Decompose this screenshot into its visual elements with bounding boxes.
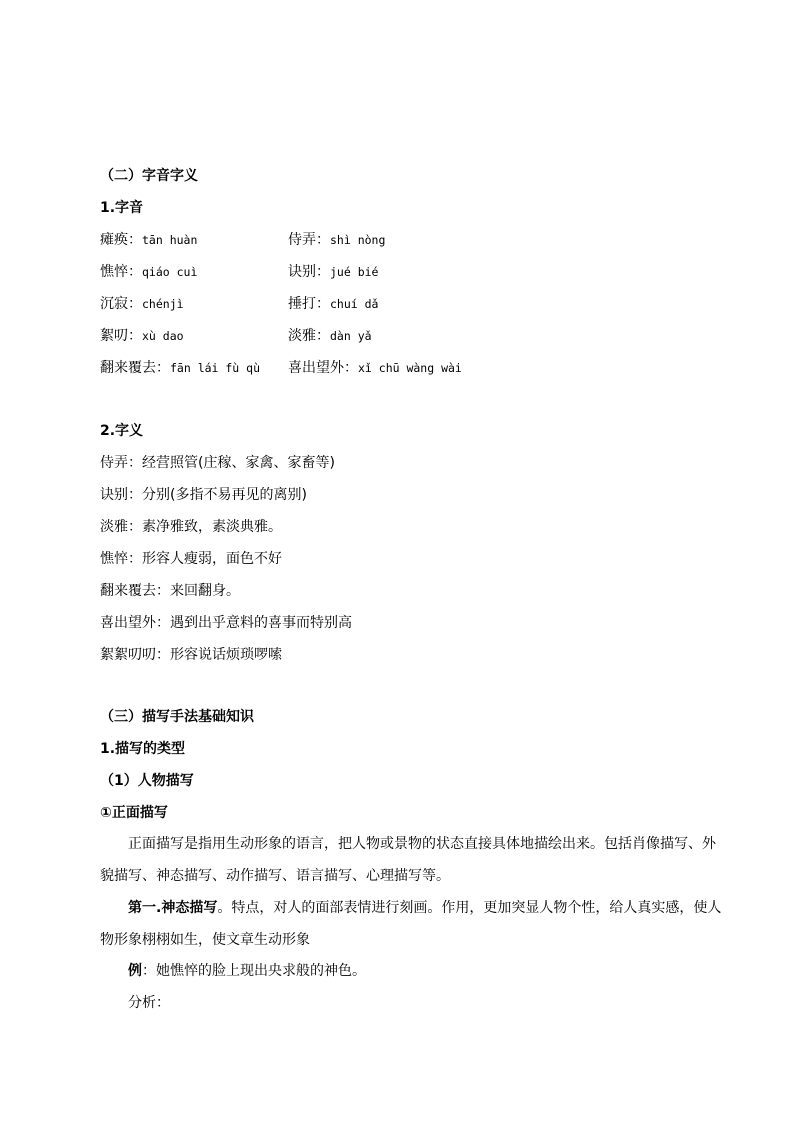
meaning-item: 喜出望外：遇到出乎意料的喜事而特别高 xyxy=(100,615,352,631)
pronunciation-right: 淡雅：dàn yǎ xyxy=(288,328,372,344)
section-heading-2: （二）字音字义 xyxy=(100,168,198,184)
pronunciation-right: 侍弄：shì nòng xyxy=(288,232,386,248)
paragraph-expression-description xyxy=(100,892,722,956)
meaning-item: 翻来覆去：来回翻身。 xyxy=(100,583,240,599)
pronunciation-right: 喜出望外：xǐ chū wàng wài xyxy=(288,360,462,376)
pronunciation-left: 瘫痪：tān huàn xyxy=(100,232,198,248)
item-direct-description: ①正面描写 xyxy=(100,805,168,821)
meaning-item: 憔悴：形容人瘦弱，面色不好 xyxy=(100,551,282,567)
analysis-label: 分析： xyxy=(128,995,170,1011)
subheading-pronunciation: 1.字音 xyxy=(100,200,144,216)
paragraph-lead: 第一.神态描写 xyxy=(128,900,218,916)
section-heading-3: （三）描写手法基础知识 xyxy=(100,709,254,725)
meaning-item: 絮絮叨叨：形容说话烦琐啰嗦 xyxy=(100,647,282,663)
pronunciation-right: 捶打：chuí dǎ xyxy=(288,296,379,312)
pronunciation-left: 沉寂：chénjì xyxy=(100,296,184,312)
meaning-item: 侍弄：经营照管(庄稼、家禽、家畜等) xyxy=(100,455,335,471)
subheading-description-types: 1.描写的类型 xyxy=(100,741,186,757)
pronunciation-left: 絮叨：xù dao xyxy=(100,328,184,344)
meaning-item: 诀别：分别(多指不易再见的离别) xyxy=(100,487,307,503)
paragraph-body: 。特点，对人的面部表情进行刻画。作用，更加突显人物个性，给人真实感，使人物形象栩栩如生，使文章生动形象 xyxy=(100,900,722,948)
pronunciation-right: 诀别：jué bié xyxy=(288,264,379,280)
example-text: ：她憔悴的脸上现出央求般的神色。 xyxy=(142,963,366,979)
paragraph-direct-description: 正面描写是指用生动形象的语言，把人物或景物的状态直接具体地描绘出来。包括肖像描写、外貌描写、神态描写、动作描写、语言描写、心理描写等。 xyxy=(100,836,716,884)
meaning-item: 淡雅：素净雅致，素淡典雅。 xyxy=(100,519,282,535)
example-label: 例 xyxy=(128,963,142,979)
pronunciation-left: 憔悴：qiáo cuì xyxy=(100,264,198,280)
subheading-character-description: （1）人物描写 xyxy=(100,773,194,789)
example-line xyxy=(128,961,366,981)
pronunciation-left: 翻来覆去：fān lái fù qù xyxy=(100,360,261,376)
subheading-meaning: 2.字义 xyxy=(100,423,144,439)
